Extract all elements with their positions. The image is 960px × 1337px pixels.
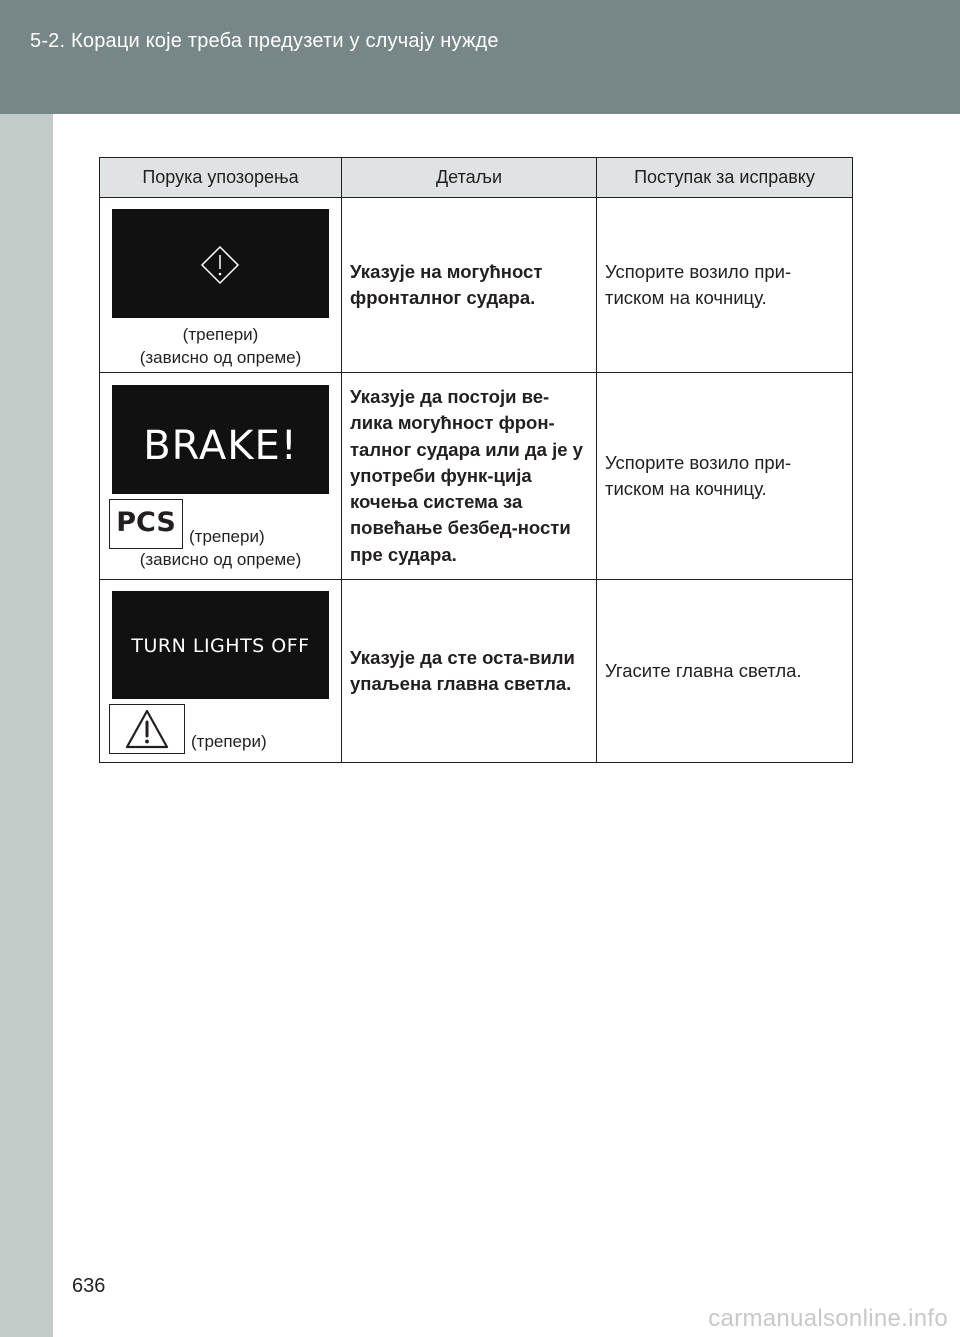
equipment-note: (зависно од опреме)	[139, 347, 302, 367]
table-row	[100, 373, 853, 580]
table-header-row	[100, 158, 853, 198]
warning-display	[112, 385, 329, 494]
page-header	[0, 0, 960, 114]
action-cell: Успорите возило при-тиском на кочницу.	[597, 373, 853, 580]
warning-display	[112, 209, 329, 318]
turn-lights-off-display-text: TURN LIGHTS OFF	[131, 635, 310, 657]
table-row	[100, 580, 853, 763]
flashing-note: (трепери)	[182, 324, 259, 344]
warning-triangle-icon	[109, 704, 185, 754]
equipment-note: (зависно од опреме)	[139, 549, 302, 569]
action-cell: Угасите главна светла.	[597, 580, 853, 763]
message-cell	[100, 373, 342, 580]
page-number: 636	[72, 1275, 106, 1297]
message-cell	[100, 198, 342, 373]
watermark: carmanualsonline.info	[708, 1305, 948, 1332]
exclamation-diamond-icon	[112, 209, 329, 318]
column-header-message: Порука упозорења	[100, 158, 342, 198]
action-cell: Успорите возило при-тиском на кочницу.	[597, 198, 853, 373]
warning-display	[112, 591, 329, 699]
column-header-details: Детаљи	[342, 158, 597, 198]
column-header-action: Поступак за исправку	[597, 158, 853, 198]
details-cell: Указује да сте оста-вили упаљена главна светла.	[342, 580, 597, 763]
warning-message-table	[99, 157, 853, 763]
details-cell: Указује на могућност фронталног судара.	[342, 198, 597, 373]
brake-display-text: BRAKE!	[143, 422, 298, 469]
pcs-indicator: PCS	[109, 499, 183, 549]
side-margin-bar	[0, 114, 53, 1337]
table-row	[100, 198, 853, 373]
details-cell: Указује да постоји ве-лика могућност фрон-талног судара или да је у употреби функ-ција кочења система за повећање безбед-ности пре судара.	[342, 373, 597, 580]
message-cell	[100, 580, 342, 763]
section-title: 5-2. Кораци које треба предузети у случају нужде	[30, 30, 499, 52]
flashing-note: (трепери)	[189, 526, 265, 546]
flashing-note: (трепери)	[191, 732, 267, 752]
